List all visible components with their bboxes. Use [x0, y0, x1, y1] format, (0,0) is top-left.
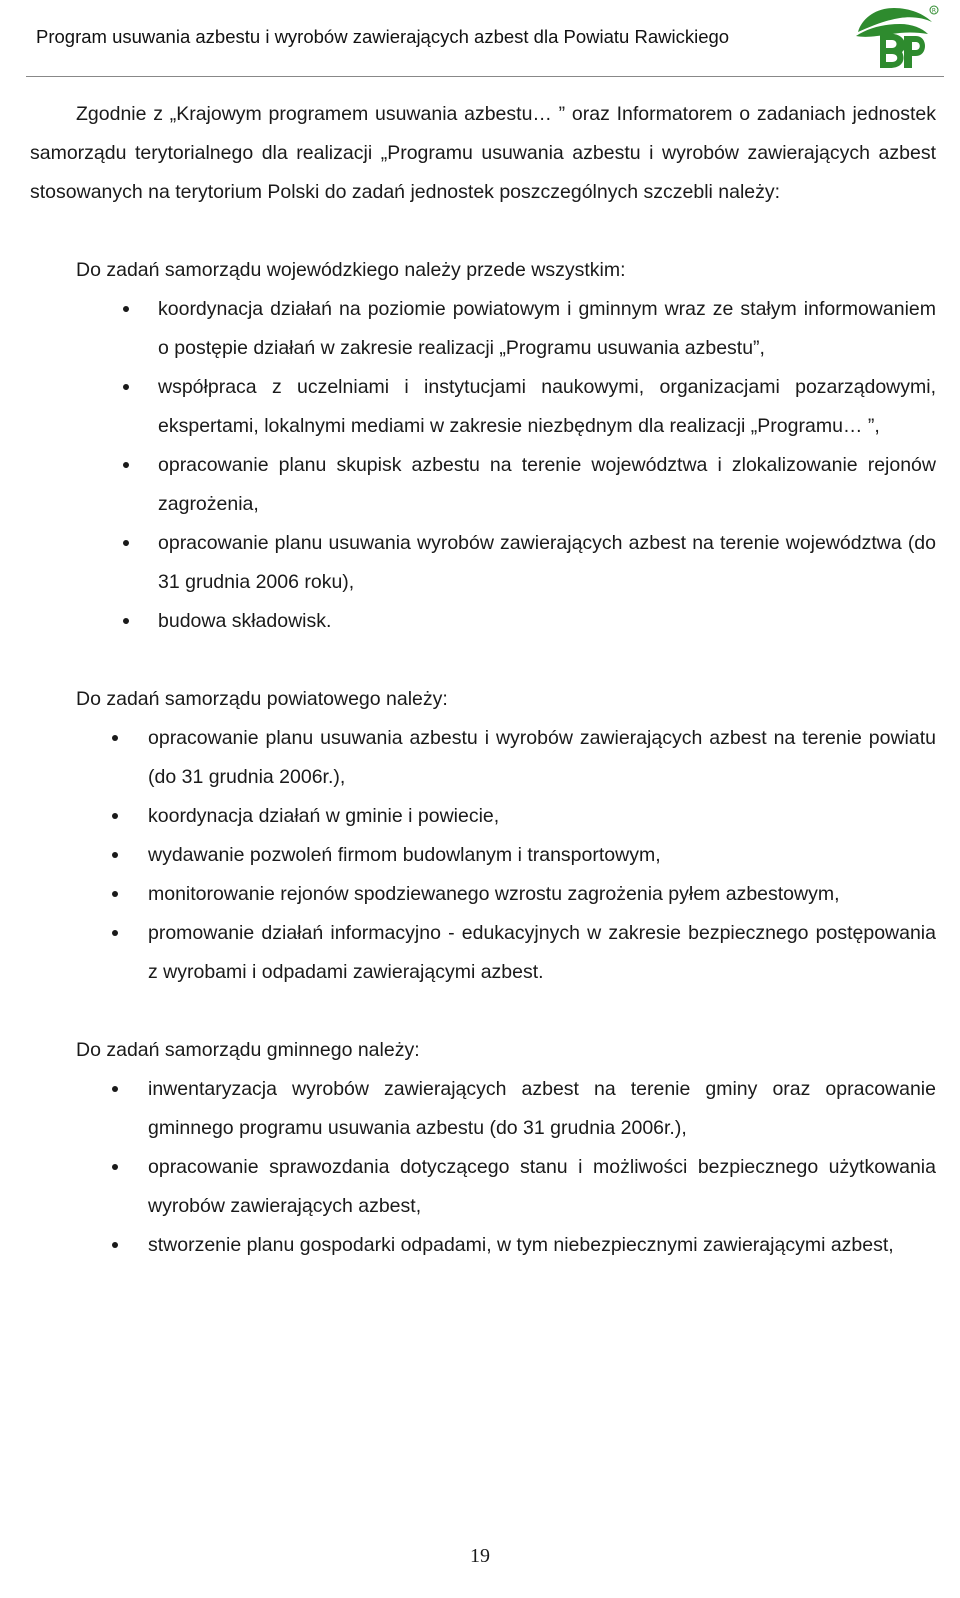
section-heading: Do zadań samorządu gminnego należy: — [76, 1039, 420, 1061]
bullet-icon — [112, 813, 118, 819]
section-municipality — [30, 1031, 936, 1265]
list-item: stworzenie planu gospodarki odpadami, w tym niebezpiecznymi zawierającymi azbest, — [30, 1226, 936, 1265]
section-voivodeship — [30, 251, 936, 641]
header-title: Program usuwania azbestu i wyrobów zawierających azbest dla Powiatu Rawickiego — [36, 26, 730, 47]
list-item: monitorowanie rejonów spodziewanego wzrostu zagrożenia pyłem azbestowym, — [30, 875, 936, 914]
list-item: współpraca z uczelniami i instytucjami naukowymi, organizacjami pozarządowymi, ekspertami, lokalnymi mediami w zakresie niezbędnym dla realizacji „Programu… ”, — [30, 368, 936, 446]
page-header — [36, 0, 944, 78]
section-heading: Do zadań samorządu powiatowego należy: — [76, 688, 448, 710]
page-number: 19 — [470, 1545, 490, 1567]
list-item: wydawanie pozwoleń firmom budowlanym i transportowym, — [30, 836, 936, 875]
section-heading: Do zadań samorządu wojewódzkiego należy przede wszystkim: — [76, 259, 626, 281]
list-item: inwentaryzacja wyrobów zawierających azbest na terenie gminy oraz opracowanie gminnego programu usuwania azbestu (do 31 grudnia 2006r.), — [30, 1070, 936, 1148]
list-item: opracowanie sprawozdania dotyczącego stanu i możliwości bezpiecznego użytkowania wyrobów zawierających azbest, — [30, 1148, 936, 1226]
bullet-icon — [112, 1164, 118, 1170]
task-list — [30, 719, 936, 992]
bullet-icon — [123, 618, 129, 624]
bullet-icon — [112, 1242, 118, 1248]
list-item: opracowanie planu skupisk azbestu na terenie województwa i zlokalizowanie rejonów zagrożenia, — [30, 446, 936, 524]
bullet-icon — [123, 462, 129, 468]
logo-icon — [850, 2, 940, 74]
list-item: promowanie działań informacyjno - edukacyjnych w zakresie bezpiecznego postępowania z wyrobami i odpadami zawierającymi azbest. — [30, 914, 936, 992]
bullet-icon — [112, 891, 118, 897]
intro-paragraph: Zgodnie z „Krajowym programem usuwania azbestu… ” oraz Informatorem o zadaniach jednostek samorządu terytorialnego dla realizacji „Programu usuwania azbestu i wyrobów zawierających azbest stosowanych na terytorium Polski do zadań jednostek poszczególnych szczebli należy: — [30, 103, 936, 203]
svg-text:R: R — [931, 7, 937, 15]
bullet-icon — [112, 1086, 118, 1092]
header-divider — [26, 76, 944, 77]
bullet-icon — [112, 735, 118, 741]
bullet-icon — [123, 384, 129, 390]
bullet-icon — [112, 852, 118, 858]
section-county — [30, 680, 936, 992]
list-item: opracowanie planu usuwania wyrobów zawierających azbest na terenie województwa (do 31 grudnia 2006 roku), — [30, 524, 936, 602]
task-list — [30, 290, 936, 641]
task-list — [30, 1070, 936, 1265]
list-item: opracowanie planu usuwania azbestu i wyrobów zawierających azbest na terenie powiatu (do 31 grudnia 2006r.), — [30, 719, 936, 797]
list-item: koordynacja działań na poziomie powiatowym i gminnym wraz ze stałym informowaniem o postępie działań w zakresie realizacji „Programu usuwania azbestu”, — [30, 290, 936, 368]
bullet-icon — [123, 540, 129, 546]
bullet-icon — [123, 306, 129, 312]
document-body — [30, 95, 936, 1265]
list-item: koordynacja działań w gminie i powiecie, — [30, 797, 936, 836]
bullet-icon — [112, 930, 118, 936]
list-item: budowa składowisk. — [30, 602, 936, 641]
